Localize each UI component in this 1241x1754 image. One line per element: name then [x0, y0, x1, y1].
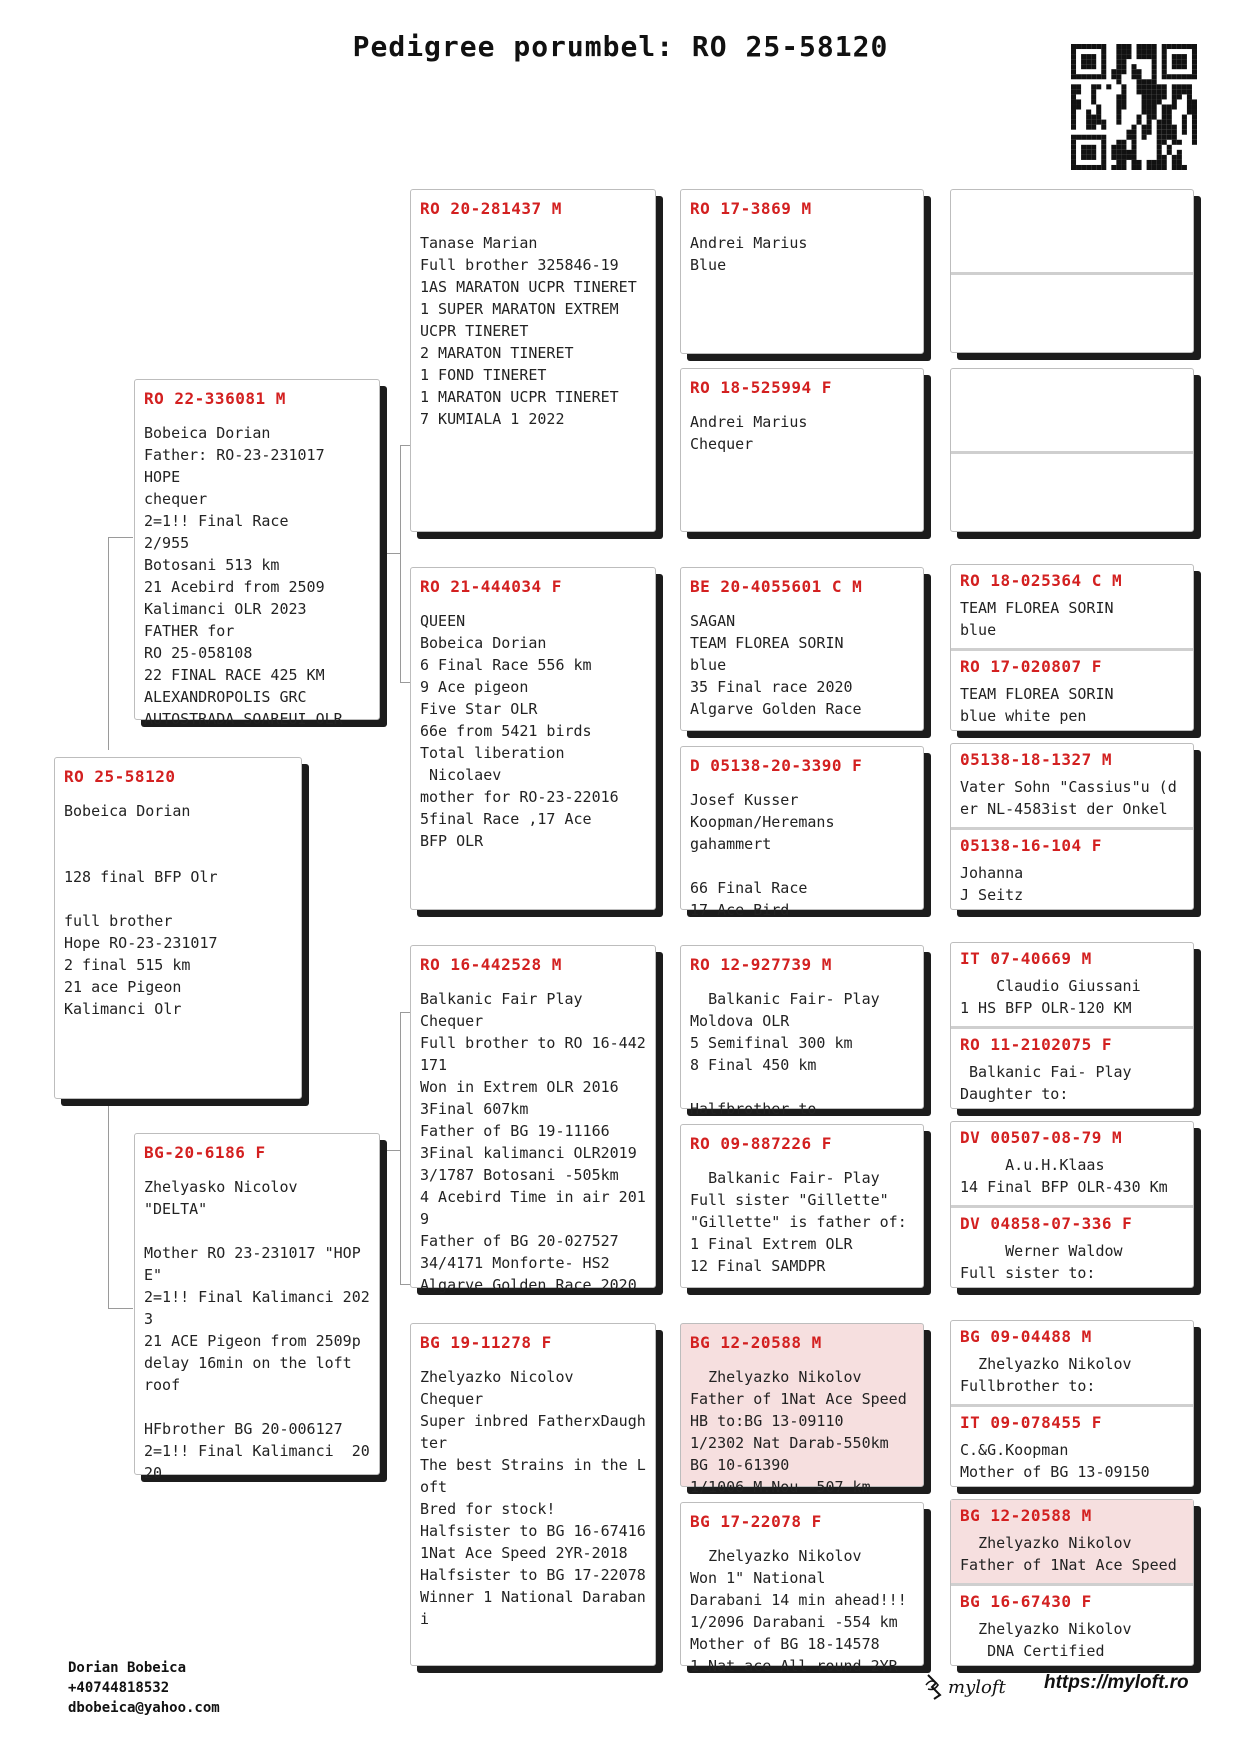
ancestor-slot[interactable]	[951, 1321, 1193, 1404]
great-grandparent-card[interactable]	[680, 1502, 924, 1675]
grandparent-card[interactable]	[410, 189, 656, 532]
connector	[927, 610, 928, 690]
qr-code-icon	[1071, 44, 1197, 170]
pigeon-notes: Zhelyazko Nikolov Father of 1Nat Ace Speed	[960, 1534, 1177, 1574]
pigeon-notes: Bobeica Dorian 128 final BFP Olr full brother Hope RO-23-231017 2 final 515 km 21 ace Pigeon Kalimanci Olr	[64, 802, 218, 1018]
ring-id: RO 20-281437 M	[420, 199, 562, 218]
pigeon-notes: Claudio Giussani 1 HS BFP OLR-120 KM	[960, 977, 1141, 1017]
ring-id: DV 04858-07-336 F	[960, 1214, 1133, 1233]
ancestor-slot[interactable]	[951, 1026, 1193, 1110]
grandparent-card[interactable]	[410, 567, 656, 910]
pigeon-notes	[960, 401, 1185, 451]
ancestor-slot[interactable]	[951, 827, 1193, 911]
pigeon-notes: Balkanic Fair- Play Moldova OLR 5 Semifinal 300 km 8 Final 450 km Halfbrother to	[690, 990, 880, 1118]
pigeon-notes: Zhelyazko Nikolov DNA Certified	[978, 1620, 1132, 1660]
connector	[927, 232, 928, 320]
ring-id: BG 12-20588 M	[960, 1506, 1092, 1525]
ring-id: RO 25-58120	[64, 767, 176, 786]
ancestor-slot[interactable]	[951, 1404, 1193, 1488]
connector	[108, 537, 109, 750]
ring-id: BE 20-4055601 C M	[690, 577, 863, 596]
pigeon-notes: Vater Sohn "Cassius"u (der NL-4583ist der Onkel	[960, 778, 1177, 818]
ancestor-slot[interactable]	[951, 744, 1193, 827]
ring-id: 05138-16-104 F	[960, 836, 1102, 855]
ancestor-pair-card[interactable]	[950, 743, 1194, 910]
page-title: Pedigree porumbel: RO 25-58120	[352, 30, 889, 63]
connector	[108, 1308, 133, 1309]
ring-id: BG-20-6186 F	[144, 1143, 266, 1162]
ancestor-slot[interactable]	[951, 648, 1193, 732]
connector	[400, 1012, 401, 1284]
ring-id: BG 16-67430 F	[960, 1592, 1092, 1611]
grandparent-card[interactable]	[410, 1323, 656, 1666]
ancestor-slot[interactable]	[951, 1205, 1193, 1289]
pigeon-notes: SAGAN TEAM FLOREA SORIN blue 35 Final race 2020 Algarve Golden Race	[690, 612, 862, 718]
ring-id: RO 22-336081 M	[144, 389, 286, 408]
website-link[interactable]: https://myloft.ro	[1044, 1672, 1189, 1693]
grandparent-card[interactable]	[410, 945, 656, 1294]
pigeon-notes: Bobeica Dorian Father: RO-23-231017 HOPE chequer 2=1!! Final Race 2/955 Botosani 513 km 21 Acebird from 2509 Kalimanci OLR 2023 FATHER for RO 25-058108 22 FINAL RACE 425 KM ALEXANDROPOLIS GRC AUTOSTRADA SOAREUI OLR	[144, 424, 343, 728]
pigeon-notes: Zhelyasko Nicolov "DELTA" Mother RO 23-231017 "HOPE" 2=1!! Final Kalimanci 2023 21 ACE Pigeon from 2509p delay 16min on the loft roof HFbrother BG 20-006127 2=1!! Final Kalimanci 2020	[144, 1178, 370, 1482]
ring-id: BG 19-11278 F	[420, 1333, 552, 1352]
ring-id: BG 09-04488 M	[960, 1327, 1092, 1346]
sire-card[interactable]	[134, 379, 380, 728]
pigeon-notes: TEAM FLOREA SORIN blue white pen	[960, 685, 1114, 725]
pigeon-notes	[960, 307, 1185, 354]
ancestor-pair-card[interactable]	[950, 1320, 1194, 1487]
great-grandparent-card[interactable]	[680, 746, 924, 919]
ancestor-pair-card[interactable]	[950, 564, 1194, 731]
breeder-contact	[68, 1658, 220, 1718]
pigeon-notes: Balkanic Fair- Play Full sister "Gillette" "Gillette" is father of: 1 Final Extrem OLR 12 Final SAMDPR	[690, 1169, 907, 1275]
ancestor-pair-card[interactable]	[950, 368, 1194, 532]
ring-id: BG 12-20588 M	[690, 1333, 822, 1352]
breeder-phone[interactable]: +40744818532	[68, 1680, 170, 1696]
ancestor-slot[interactable]	[951, 943, 1193, 1026]
connector	[660, 650, 661, 830]
ancestor-pair-card[interactable]	[950, 1499, 1194, 1666]
great-grandparent-card[interactable]	[680, 1124, 924, 1288]
pigeon-notes: Andrei Marius Chequer	[690, 413, 808, 453]
ring-id: IT 07-40669 M	[960, 949, 1092, 968]
connector	[660, 1406, 661, 1586]
breeder-name: Dorian Bobeica	[68, 1660, 187, 1676]
ring-id: RO 21-444034 F	[420, 577, 562, 596]
svg-text:myloft: myloft	[948, 1677, 1006, 1698]
pigeon-notes: A.u.H.Klaas 14 Final BFP OLR-430 Km	[960, 1156, 1168, 1196]
ring-id: RO 11-2102075 F	[960, 1035, 1112, 1054]
pigeon-notes: Josef Kusser Koopman/Heremans gahammert 66 Final Race 17 Ace Bird	[690, 791, 835, 919]
ancestor-slot[interactable]	[951, 451, 1193, 533]
pigeon-notes: Zhelyazko Nikolov Won 1" National Darabani 14 min ahead!!! 1/2096 Darabani -554 km Mother of BG 18-14578 1 Nat ace All round 2YR	[690, 1547, 907, 1675]
ring-id: DV 00507-08-79 M	[960, 1128, 1123, 1147]
pigeon-notes: Tanase Marian Full brother 325846-19 1AS MARATON UCPR TINERET 1 SUPER MARATON EXTREM UCPR TINERET 2 MARATON TINERET 1 FOND TINERET 1 MARATON UCPR TINERET 7 KUMIALA 1 2022	[420, 234, 637, 428]
breeder-email[interactable]: dbobeica@yahoo.com	[68, 1700, 220, 1716]
connector	[400, 445, 401, 682]
pigeon-notes: Werner Waldow Full sister to:	[960, 1242, 1123, 1282]
connector	[108, 537, 133, 538]
ring-id: RO 17-020807 F	[960, 657, 1102, 676]
ring-id: RO 18-025364 C M	[960, 571, 1123, 590]
ancestor-slot[interactable]	[951, 1583, 1193, 1667]
pigeon-notes: Zhelyazko Nikolov Fullbrother to:	[960, 1355, 1132, 1395]
ancestor-slot[interactable]	[951, 369, 1193, 451]
connector	[400, 1012, 410, 1013]
connector	[385, 1150, 400, 1151]
ancestor-slot[interactable]	[951, 190, 1193, 272]
ancestor-slot[interactable]	[951, 1122, 1193, 1205]
ring-id: RO 17-3869 M	[690, 199, 812, 218]
ring-id: IT 09-078455 F	[960, 1413, 1102, 1432]
ancestor-pair-card[interactable]	[950, 189, 1194, 353]
pigeon-notes: Andrei Marius Blue	[690, 234, 808, 274]
connector	[927, 411, 928, 499]
connector	[385, 553, 400, 554]
connector	[400, 682, 410, 683]
ring-id: 05138-18-1327 M	[960, 750, 1112, 769]
subject-card[interactable]	[54, 757, 302, 1099]
connector	[400, 445, 410, 446]
connector	[660, 1028, 661, 1208]
pigeon-notes: Balkanic Fai- Play Daughter to:	[960, 1063, 1132, 1103]
ring-id: RO 09-887226 F	[690, 1134, 832, 1153]
pigeon-notes: Zhelyazko Nicolov Chequer Super inbred FatherxDaughter The best Strains in the Loft Bred for stock! Halfsister to BG 16-67416 1Nat Ace Speed 2YR-2018 Halfsister to BG 17-22078 Winner 1 National Darabani	[420, 1368, 646, 1628]
pigeon-notes: C.&G.Koopman Mother of BG 13-09150	[960, 1441, 1150, 1481]
ring-id: D 05138-20-3390 F	[690, 756, 863, 775]
ancestor-pair-card[interactable]	[950, 942, 1194, 1109]
connector	[927, 988, 928, 1068]
ancestor-slot[interactable]	[951, 565, 1193, 648]
great-grandparent-card[interactable]	[680, 189, 924, 354]
ancestor-slot[interactable]	[951, 272, 1193, 354]
connector	[927, 1168, 928, 1248]
great-grandparent-card[interactable]	[680, 567, 924, 731]
pigeon-notes: QUEEN Bobeica Dorian 6 Final Race 556 km 9 Ace pigeon Five Star OLR 66e from 5421 birds Total liberation Nicolaev mother for RO-23-22016 5final Race ,17 Ace BFP OLR	[420, 612, 619, 850]
ring-id: BG 17-22078 F	[690, 1512, 822, 1531]
ring-id: RO 18-525994 F	[690, 378, 832, 397]
ancestor-slot[interactable]	[951, 1500, 1193, 1583]
ancestor-pair-card[interactable]	[950, 1121, 1194, 1288]
great-grandparent-card[interactable]	[680, 945, 924, 1118]
connector	[927, 788, 928, 868]
great-grandparent-card[interactable]	[680, 1323, 924, 1496]
ring-id: RO 16-442528 M	[420, 955, 562, 974]
connector	[927, 1545, 928, 1625]
great-grandparent-card[interactable]	[680, 368, 924, 532]
pigeon-notes: Balkanic Fair Play Chequer Full brother to RO 16-442171 Won in Extrem OLR 2016 3Final 607km Father of BG 19-11166 3Final kalimanci OLR2019 3/1787 Botosani -505km 4 Acebird Time in air 2019 Father of BG 20-027527 34/4171 Monforte- HS2 Algarve Golden Race 2020	[420, 990, 646, 1294]
pigeon-notes: Zhelyazko Nikolov Father of 1Nat Ace Speed HB to:BG 13-09110 1/2302 Nat Darab-550km BG 10-61390 1/1006 M.Nou -507 km	[690, 1368, 907, 1496]
pigeon-notes: TEAM FLOREA SORIN blue	[960, 599, 1114, 639]
dam-card[interactable]	[134, 1133, 380, 1482]
connector	[927, 1366, 928, 1446]
ring-id: RO 12-927739 M	[690, 955, 832, 974]
connector	[400, 1284, 410, 1285]
pigeon-notes: Johanna J Seitz	[960, 864, 1024, 904]
pigeon-notes	[960, 486, 1185, 533]
connector	[660, 272, 661, 452]
connector	[108, 1095, 109, 1308]
myloft-logo-icon	[922, 1665, 1022, 1705]
pigeon-notes	[960, 222, 1185, 272]
